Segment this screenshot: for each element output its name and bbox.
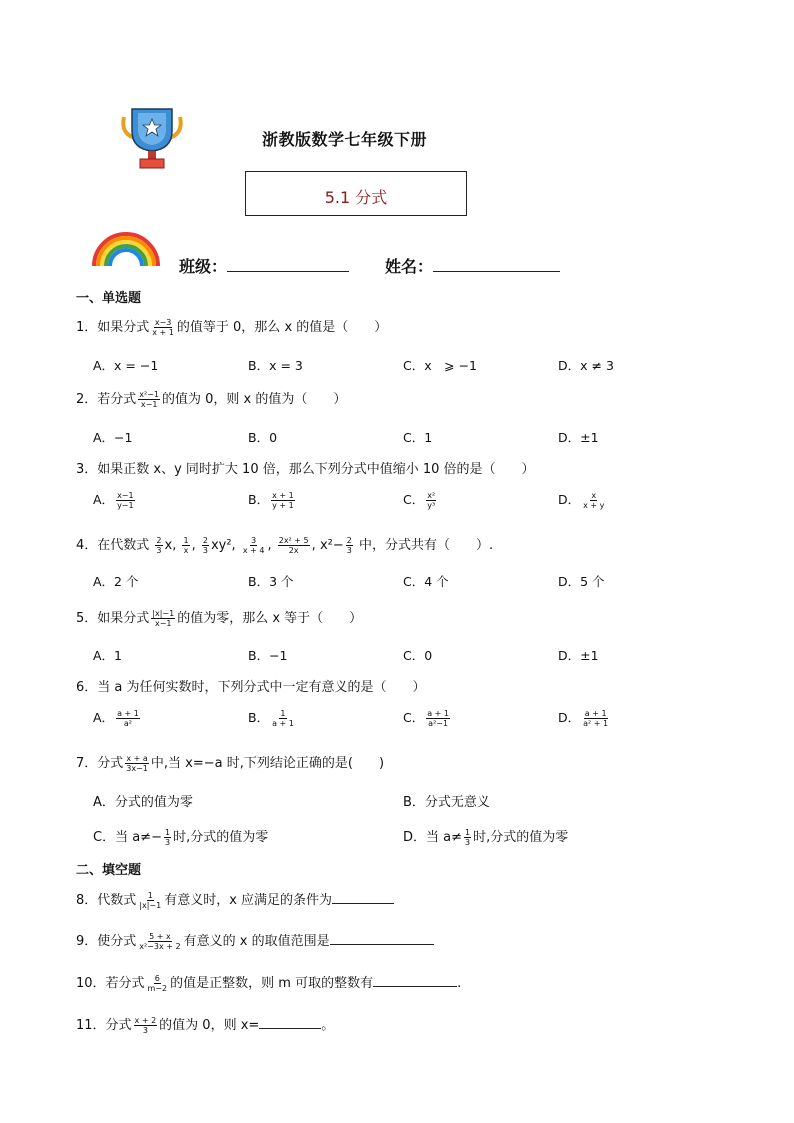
q6-c-den: a²−1 [428, 719, 449, 728]
q2-fraction [138, 390, 160, 409]
q4-t6d: 3 [346, 546, 352, 555]
q4-option-d[interactable]: D．5 个 [558, 574, 605, 589]
q4-option-c[interactable]: C．4 个 [403, 574, 449, 589]
q5-pre: 5．如果分式 [76, 611, 150, 626]
q3-a-den: y−1 [117, 501, 134, 510]
q5-option-d[interactable]: D．±1 [558, 648, 599, 663]
rainbow-icon [90, 228, 162, 268]
q4-t5s: , [311, 538, 316, 553]
q4-t3d: 3 [202, 546, 208, 555]
q10-answer-blank[interactable] [373, 974, 457, 987]
q4-term1-frac [155, 536, 162, 555]
q9-pre: 9．使分式 [76, 934, 137, 949]
q10-pre: 10．若分式 [76, 976, 145, 991]
q1-option-d[interactable]: D．x ≠ 3 [558, 358, 614, 373]
q6-c-fraction [426, 709, 450, 728]
q7-option-c[interactable] [93, 826, 268, 847]
q6-d-label: D． [558, 710, 581, 725]
subtitle: 5.1 分式 [324, 188, 388, 207]
q7-d-post: 时,分式的值为零 [473, 830, 569, 845]
question-3: 3．如果正数 x、y 同时扩大 10 倍，那么下列分式中值缩小 10 倍的是（ ） [76, 462, 535, 477]
q6-d-den: a² + 1 [583, 719, 609, 728]
q11-post: 的值为 0，则 x= [159, 1018, 260, 1033]
q4-term5-frac [278, 536, 310, 555]
q3-c-num: x² [427, 491, 436, 500]
q4-t4s: , [267, 538, 272, 553]
q4-t3n: 2 [202, 536, 208, 545]
q4-t4n: 3 [251, 536, 257, 545]
q7-d-den: 3 [465, 838, 471, 847]
q2-post: 的值为 0，则 x 的值为（ ） [162, 392, 347, 407]
question-11 [76, 1014, 334, 1035]
q7-fraction [125, 754, 149, 773]
q6-option-d[interactable] [558, 708, 611, 728]
q1-pre: 1．如果分式 [76, 320, 150, 335]
section-fill-blank: 二、填空题 [76, 863, 142, 878]
q6-c-num: a + 1 [427, 709, 450, 718]
q7-num: x + a [126, 754, 148, 763]
q11-fraction [134, 1016, 158, 1035]
q6-a-label: A． [93, 710, 115, 725]
q5-num: |x|−1 [152, 609, 175, 618]
q3-option-a[interactable] [93, 490, 137, 510]
page-title: 浙教版数学七年级下册 [262, 130, 428, 149]
q3-c-den: y³ [427, 501, 436, 510]
q7-c-post: 时,分式的值为零 [173, 830, 269, 845]
q4-t4d: x + 4 [242, 546, 265, 555]
q7-d-num: 1 [465, 828, 471, 837]
q7-d-fraction [464, 828, 471, 847]
q3-d-label: D． [558, 492, 581, 507]
subtitle-box [245, 171, 467, 216]
q3-c-fraction [426, 491, 436, 510]
q4-term4-frac [242, 536, 266, 555]
q6-d-num: a + 1 [584, 709, 607, 718]
q4-t6: x²− [319, 538, 344, 553]
class-label: 班级： [179, 257, 228, 276]
q9-answer-blank[interactable] [330, 932, 434, 945]
q3-d-den: x + y [583, 501, 605, 510]
q5-fraction [151, 609, 175, 628]
q11-pre: 11．分式 [76, 1018, 132, 1033]
q11-den: 3 [142, 1026, 148, 1035]
q5-option-c[interactable]: C．0 [403, 648, 433, 663]
q9-den: x²−3x + 2 [139, 942, 181, 951]
q2-option-b[interactable]: B．0 [248, 430, 278, 445]
q4-option-a[interactable]: A．2 个 [93, 574, 139, 589]
q4-t5n: 2x² + 5 [278, 536, 309, 545]
q2-option-d[interactable]: D．±1 [558, 430, 599, 445]
question-5 [76, 607, 362, 628]
q8-fraction [138, 891, 162, 910]
name-label: 姓名： [385, 257, 434, 276]
name-field [385, 254, 560, 277]
q4-term3-frac [202, 536, 209, 555]
q4-t5d: 2x [288, 546, 299, 555]
q3-b-num: x + 1 [272, 491, 294, 500]
q6-option-b[interactable] [248, 708, 297, 728]
q6-a-num: a + 1 [117, 709, 139, 718]
question-9 [76, 930, 434, 951]
q6-b-den: a + 1 [272, 719, 294, 728]
q4-t6n: 2 [346, 536, 352, 545]
q4-term2-frac [182, 536, 189, 555]
q6-b-label: B． [248, 710, 270, 725]
q3-d-num: x [591, 491, 597, 500]
q1-option-c[interactable]: C．x ⩾ −1 [403, 358, 477, 373]
q9-post: 有意义的 x 的取值范围是 [183, 934, 330, 949]
q1-post: 的值等于 0，那么 x 的值是（ ） [176, 320, 388, 335]
q4-t2n: 1 [183, 536, 189, 545]
q4-post: 中，分式共有（ ）. [358, 538, 494, 553]
question-4 [76, 534, 493, 555]
q7-d-pre: D．当 a≠ [403, 830, 463, 845]
q9-num: 5 + x [149, 932, 171, 941]
q11-end: 。 [321, 1018, 335, 1033]
q3-b-den: y + 1 [272, 501, 294, 510]
question-10 [76, 972, 461, 993]
q3-c-label: C． [403, 492, 425, 507]
q5-den: x−1 [154, 619, 172, 628]
q7-option-d[interactable] [403, 826, 568, 847]
q3-b-label: B． [248, 492, 270, 507]
q7-post: 中,当 x=−a 时,下列结论正确的是( ) [150, 756, 385, 771]
q6-c-label: C． [403, 710, 425, 725]
class-field [179, 254, 349, 277]
q8-pre: 8．代数式 [76, 893, 137, 908]
q6-option-a[interactable] [93, 708, 142, 728]
q2-den: x−1 [140, 400, 158, 409]
q3-a-fraction [116, 491, 135, 510]
q3-d-fraction [582, 491, 605, 510]
q10-end: . [457, 976, 462, 991]
q4-t2d: x [183, 546, 189, 555]
q7-c-den: 3 [164, 838, 171, 847]
q10-fraction [147, 974, 169, 993]
q2-option-c[interactable]: C．1 [403, 430, 433, 445]
section-single-choice: 一、单选题 [76, 291, 142, 306]
q5-option-a[interactable]: A．1 [93, 648, 123, 663]
q10-post: 的值是正整数，则 m 可取的整数有 [170, 976, 374, 991]
q8-den: |x|−1 [139, 901, 162, 910]
q2-num: x²−1 [139, 390, 160, 399]
name-blank[interactable] [433, 255, 560, 272]
q8-num: 1 [147, 891, 153, 900]
trophy-icon [118, 105, 186, 171]
q1-option-a[interactable]: A．x = −1 [93, 358, 159, 373]
q7-option-a[interactable]: A．分式的值为零 [93, 795, 193, 810]
question-8 [76, 889, 394, 910]
q6-b-fraction [271, 709, 295, 728]
q3-a-num: x−1 [117, 491, 134, 500]
question-6: 6．当 a 为任何实数时，下列分式中一定有意义的是（ ） [76, 680, 426, 695]
q11-num: x + 2 [134, 1016, 157, 1025]
q11-answer-blank[interactable] [259, 1016, 321, 1029]
q7-c-pre: C．当 a≠− [93, 830, 162, 845]
q10-den: m−2 [147, 984, 168, 993]
q4-pre: 4．在代数式 [76, 538, 150, 553]
q4-term6-frac [346, 536, 353, 555]
q7-pre: 7．分式 [76, 756, 124, 771]
q6-option-c[interactable] [403, 708, 452, 728]
q3-option-b[interactable] [248, 490, 297, 510]
q5-post: 的值为零，那么 x 等于（ ） [177, 611, 363, 626]
q6-d-fraction [582, 709, 609, 728]
q7-c-fraction [164, 828, 171, 847]
class-blank[interactable] [227, 255, 349, 272]
q10-num: 6 [154, 974, 160, 983]
q4-t2s: , [191, 538, 196, 553]
q2-option-a[interactable]: A．−1 [93, 430, 133, 445]
q6-a-den: a² [123, 719, 132, 728]
q9-fraction [138, 932, 181, 951]
q7-den: 3x−1 [126, 764, 148, 773]
q4-option-b[interactable]: B．3 个 [248, 574, 294, 589]
q6-b-num: 1 [280, 709, 286, 718]
q4-t1n: 2 [156, 536, 162, 545]
q8-post: 有意义时，x 应满足的条件为 [164, 893, 333, 908]
q5-option-b[interactable]: B．−1 [248, 648, 288, 663]
question-1 [76, 316, 387, 337]
q1-fraction [151, 318, 175, 337]
question-7 [76, 752, 384, 773]
q3-b-fraction [271, 491, 295, 510]
question-2 [76, 388, 346, 409]
q1-option-b[interactable]: B．x = 3 [248, 358, 303, 373]
q3-option-c[interactable] [403, 490, 438, 510]
q1-num: x−3 [154, 318, 172, 327]
q4-t1d: 3 [156, 546, 162, 555]
q4-t1s: x, [164, 538, 177, 553]
q4-t3s: xy², [210, 538, 236, 553]
q8-answer-blank[interactable] [332, 891, 394, 904]
q1-den: x + 1 [152, 328, 174, 337]
q7-option-b[interactable]: B．分式无意义 [403, 795, 490, 810]
q6-a-fraction [116, 709, 140, 728]
q3-option-d[interactable] [558, 490, 607, 510]
q7-c-num: 1 [164, 828, 171, 837]
q2-pre: 2．若分式 [76, 392, 137, 407]
q3-a-label: A． [93, 492, 115, 507]
